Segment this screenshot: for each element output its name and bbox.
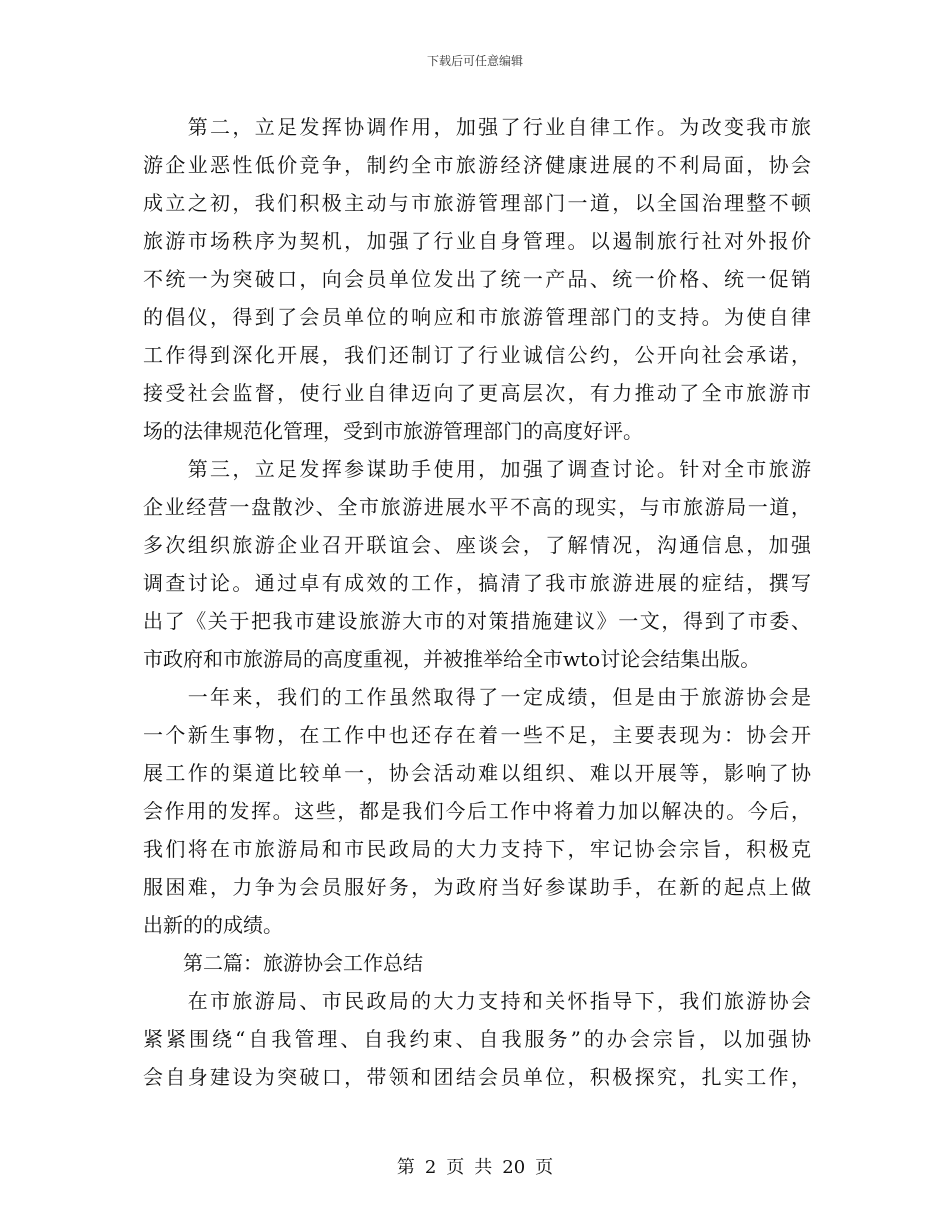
page-footer: [0, 1153, 950, 1179]
text-line: 成立之初，我们积极主动与市旅游管理部门一道，以全国治理整不顿: [143, 191, 811, 215]
text-line: 一年来，我们的工作虽然取得了一定成绩，但是由于旅游协会是: [143, 685, 811, 709]
section-heading: 第二篇：旅游协会工作总结: [143, 951, 423, 975]
text-line: 会作用的发挥。这些，都是我们今后工作中将着力加以解决的。今后，: [143, 799, 811, 823]
text-line: 服困难，力争为会员服好务，为政府当好参谋助手，在新的起点上做: [143, 875, 811, 899]
text-line: 接受社会监督，使行业自律迈向了更高层次，有力推动了全市旅游市: [143, 381, 811, 405]
text-line: 第三，立足发挥参谋助手使用，加强了调查讨论。针对全市旅游: [143, 457, 811, 481]
text-line: 第二，立足发挥协调作用，加强了行业自律工作。为改变我市旅: [143, 115, 811, 139]
page-label: 第: [396, 1157, 415, 1178]
text-line: 紧紧围绕“自我管理、自我约束、自我服务”的办会宗旨，以加强协: [143, 1027, 811, 1051]
text-line: 不统一为突破口，向会员单位发出了统一产品、统一价格、统一促销: [143, 267, 811, 291]
page-number: 2: [424, 1157, 437, 1178]
text-line: 在市旅游局、市民政局的大力支持和关怀指导下，我们旅游协会: [143, 989, 811, 1013]
document-body: [143, 108, 811, 1096]
text-line: 出了《关于把我市建设旅游大市的对策措施建议》一文，得到了市委、: [143, 609, 811, 633]
text-line: 企业经营一盘散沙、全市旅游进展水平不高的现实，与市旅游局一道，: [143, 495, 811, 519]
text-line: 的倡仪，得到了会员单位的响应和市旅游管理部门的支持。为使自律: [143, 305, 811, 329]
text-line: 调查讨论。通过卓有成效的工作，搞清了我市旅游进展的症结，撰写: [143, 571, 811, 595]
text-line: 出新的的成绩。: [143, 913, 283, 937]
text-line: 多次组织旅游企业召开联谊会、座谈会，了解情况，沟通信息，加强: [143, 533, 811, 557]
page-unit: 页: [446, 1157, 465, 1178]
text-line: 旅游市场秩序为契机，加强了行业自身管理。以遏制旅行社对外报价: [143, 229, 811, 253]
text-line: 一个新生事物，在工作中也还存在着一些不足，主要表现为：协会开: [143, 723, 811, 747]
total-unit: 页: [535, 1157, 554, 1178]
text-line: 游企业恶性低价竞争，制约全市旅游经济健康进展的不利局面，协会: [143, 153, 811, 177]
text-line: 展工作的渠道比较单一，协会活动难以组织、难以开展等，影响了协: [143, 761, 811, 785]
text-line: 工作得到深化开展，我们还制订了行业诚信公约，公开向社会承诺，: [143, 343, 811, 367]
page-header: 下载后可任意编辑: [426, 54, 523, 68]
text-line: 会自身建设为突破口，带领和团结会员单位，积极探究，扎实工作，: [143, 1065, 811, 1089]
text-line: 场的法律规范化管理，受到市旅游管理部门的高度好评。: [143, 419, 643, 443]
total-label: 共: [474, 1157, 493, 1178]
text-line: 市政府和市旅游局的高度重视，并被推举给全市wto讨论会结集出版。: [143, 647, 761, 671]
text-line: 我们将在市旅游局和市民政局的大力支持下，牢记协会宗旨，积极克: [143, 837, 811, 861]
total-pages: 20: [502, 1157, 526, 1178]
